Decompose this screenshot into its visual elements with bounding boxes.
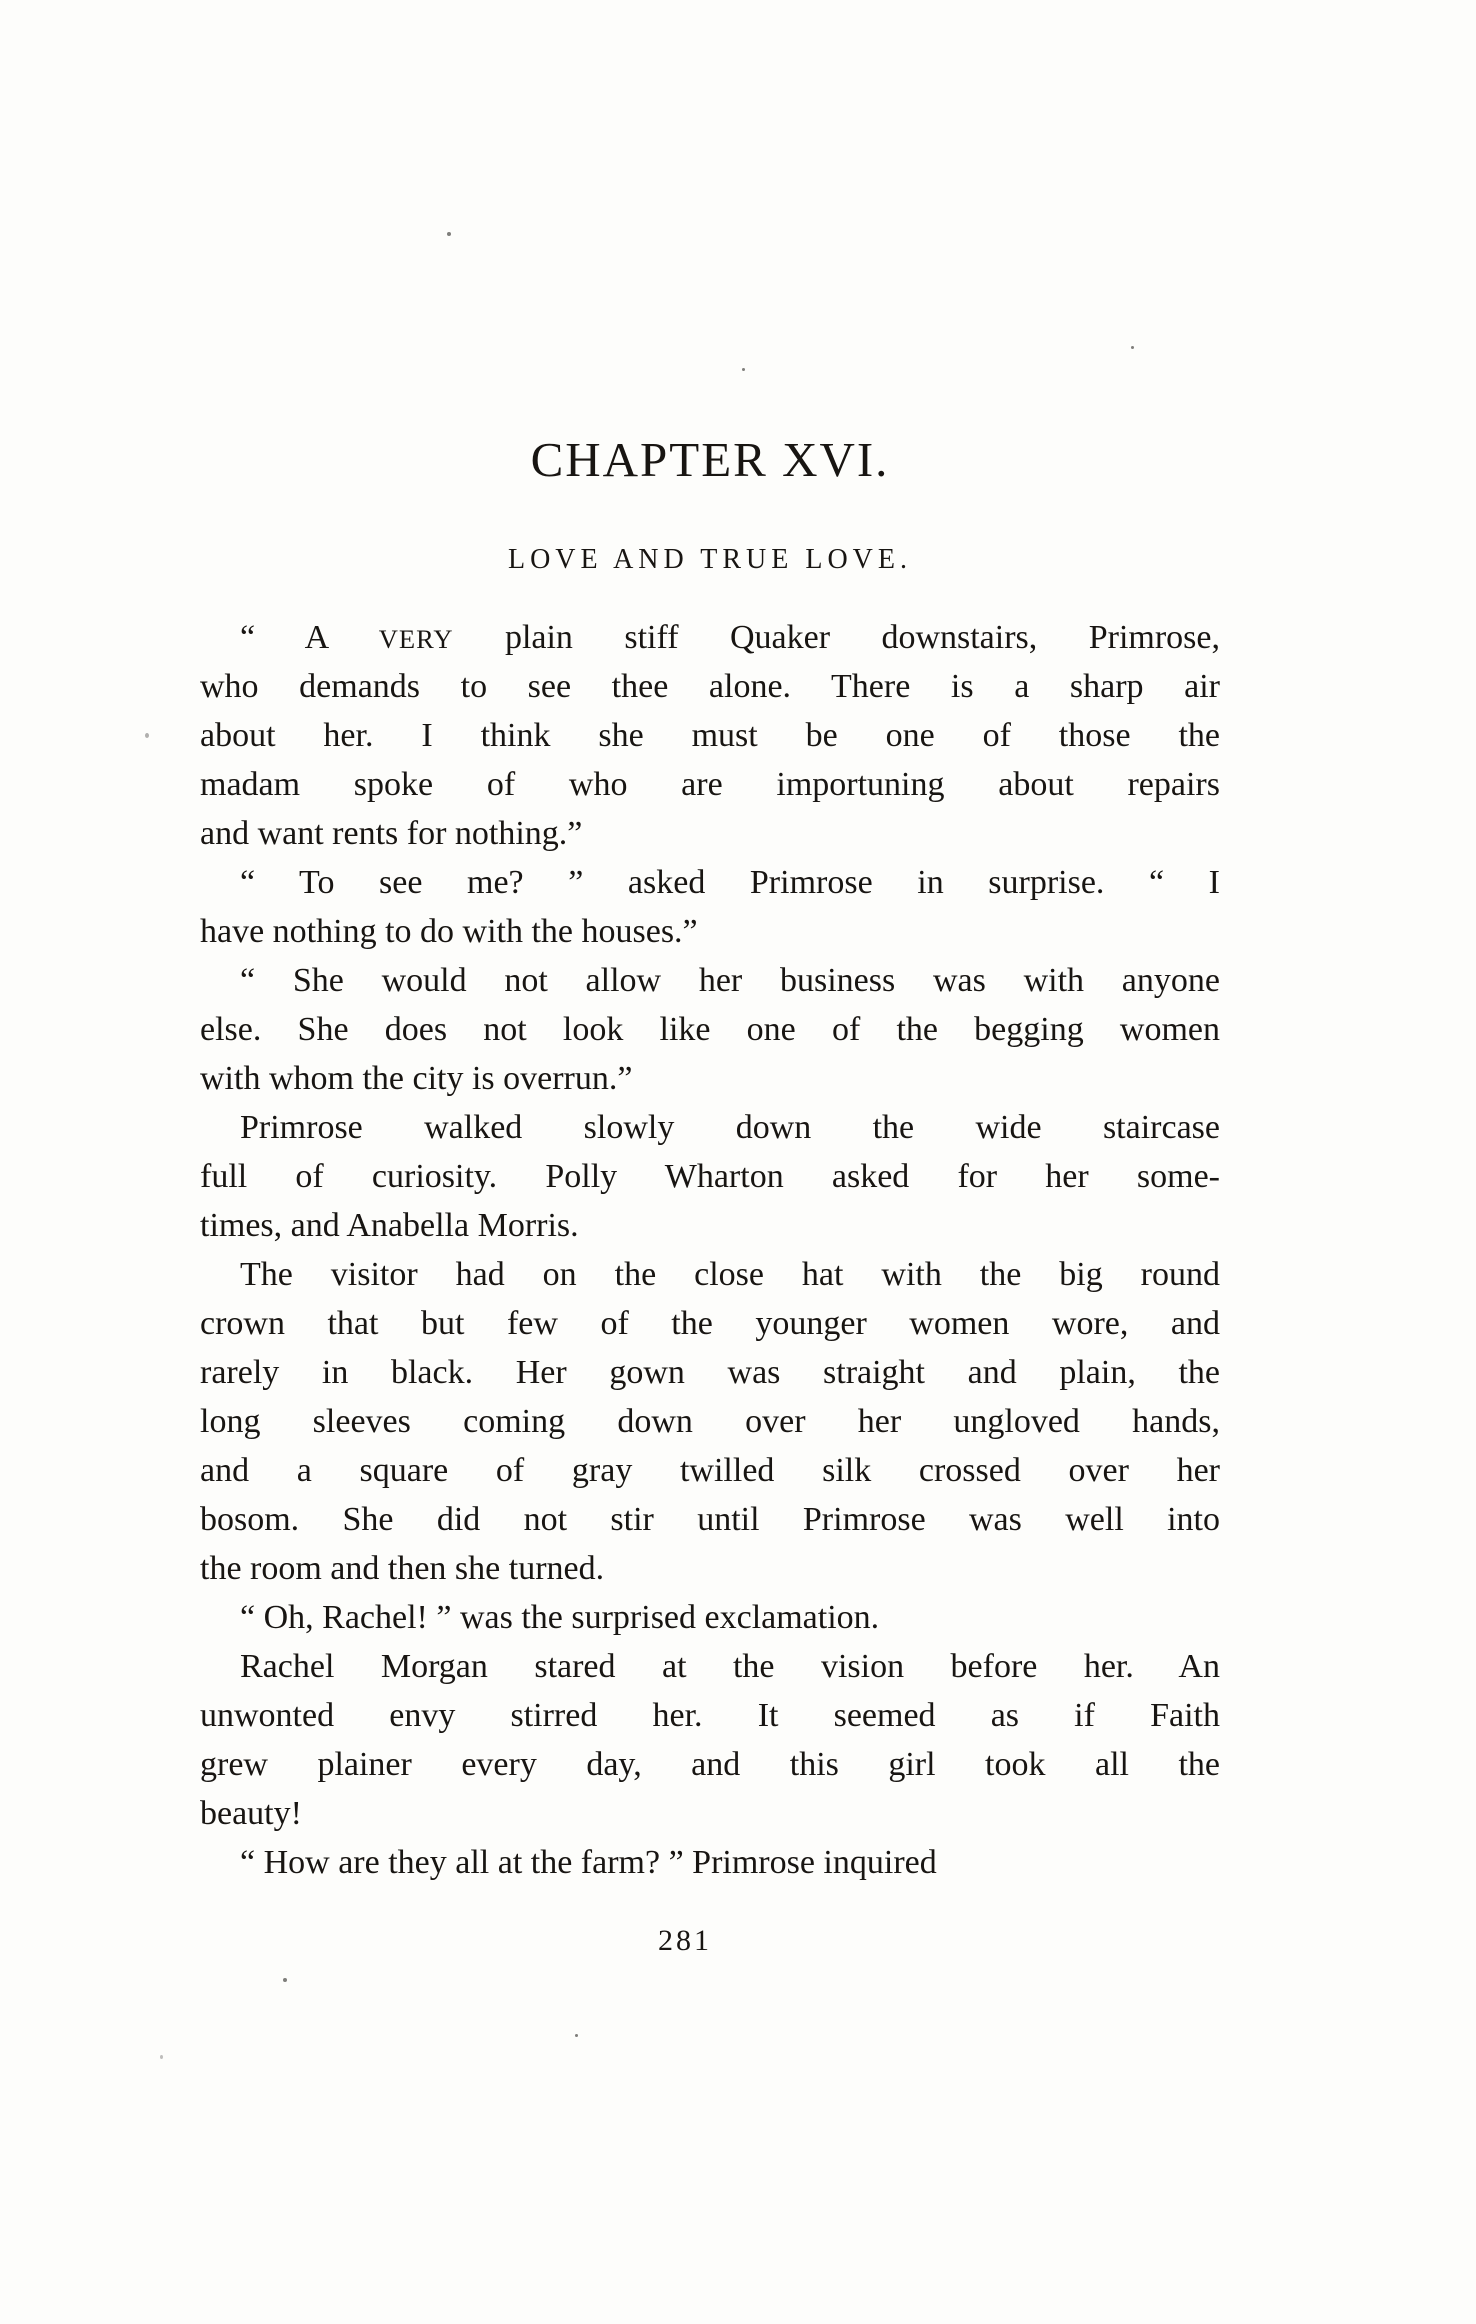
page-number: 281 <box>658 1924 712 1957</box>
text-line: with whom the city is overrun.” <box>200 1060 633 1097</box>
paragraph-6 <box>200 1593 1220 1642</box>
text-line: else. She does not look like one of the begging women <box>200 1011 1220 1048</box>
text-line: grew plainer every day, and this girl took all the <box>200 1746 1220 1783</box>
scan-speck <box>160 2055 163 2059</box>
scan-speck <box>447 232 451 236</box>
small-caps-text: VERY <box>378 624 454 654</box>
scan-speck <box>1131 346 1134 349</box>
scan-speck <box>283 1978 287 1982</box>
text-line: about her. I think she must be one of those the <box>200 717 1220 754</box>
text-line: Rachel Morgan stared at the vision before her. An <box>240 1648 1220 1685</box>
text-segment: “ A <box>240 619 379 656</box>
text-line: have nothing to do with the houses.” <box>200 913 698 950</box>
paragraph-3 <box>200 956 1220 1103</box>
text-line: “ Oh, Rachel! ” was the surprised exclamation. <box>240 1599 880 1636</box>
text-line: the room and then she turned. <box>200 1550 605 1587</box>
text-line: crown that but few of the younger women wore, and <box>200 1305 1220 1342</box>
text-line: “ To see me? ” asked Primrose in surprise. “ I <box>240 864 1220 901</box>
paragraph-4 <box>200 1103 1220 1250</box>
text-line: long sleeves coming down over her ungloved hands, <box>200 1403 1220 1440</box>
text-line: The visitor had on the close hat with the big round <box>240 1256 1220 1293</box>
text-line: beauty! <box>200 1795 302 1832</box>
chapter-subtitle: LOVE AND TRUE LOVE. <box>507 544 912 575</box>
text-line: madam spoke of who are importuning about repairs <box>200 766 1220 803</box>
scan-speck <box>742 368 745 371</box>
text-line: rarely in black. Her gown was straight and plain, the <box>200 1354 1220 1391</box>
body-text <box>200 613 1220 1887</box>
text-line: bosom. She did not stir until Primrose was well into <box>200 1501 1220 1538</box>
text-line: Primrose walked slowly down the wide staircase <box>240 1109 1220 1146</box>
text-line: unwonted envy stirred her. It seemed as if Faith <box>200 1697 1220 1734</box>
text-line <box>200 613 1220 662</box>
text-line: “ She would not allow her business was with anyone <box>240 962 1220 999</box>
paragraph-7 <box>200 1642 1220 1838</box>
paragraph-2 <box>200 858 1220 956</box>
text-line: full of curiosity. Polly Wharton asked for her some- <box>200 1158 1220 1195</box>
text-line: times, and Anabella Morris. <box>200 1207 579 1244</box>
text-line: “ How are they all at the farm? ” Primrose inquired <box>240 1844 937 1881</box>
paragraph-1 <box>200 613 1220 858</box>
paragraph-8 <box>200 1838 1220 1887</box>
text-line: and want rents for nothing.” <box>200 815 583 852</box>
text-segment: plain stiff Quaker downstairs, Primrose, <box>453 619 1220 656</box>
scan-speck <box>145 733 149 738</box>
text-line: who demands to see thee alone. There is a sharp air <box>200 668 1220 705</box>
text-line: and a square of gray twilled silk crossed over her <box>200 1452 1220 1489</box>
scan-speck <box>575 2034 578 2037</box>
paragraph-5 <box>200 1250 1220 1593</box>
chapter-heading: CHAPTER XVI. <box>530 432 890 487</box>
